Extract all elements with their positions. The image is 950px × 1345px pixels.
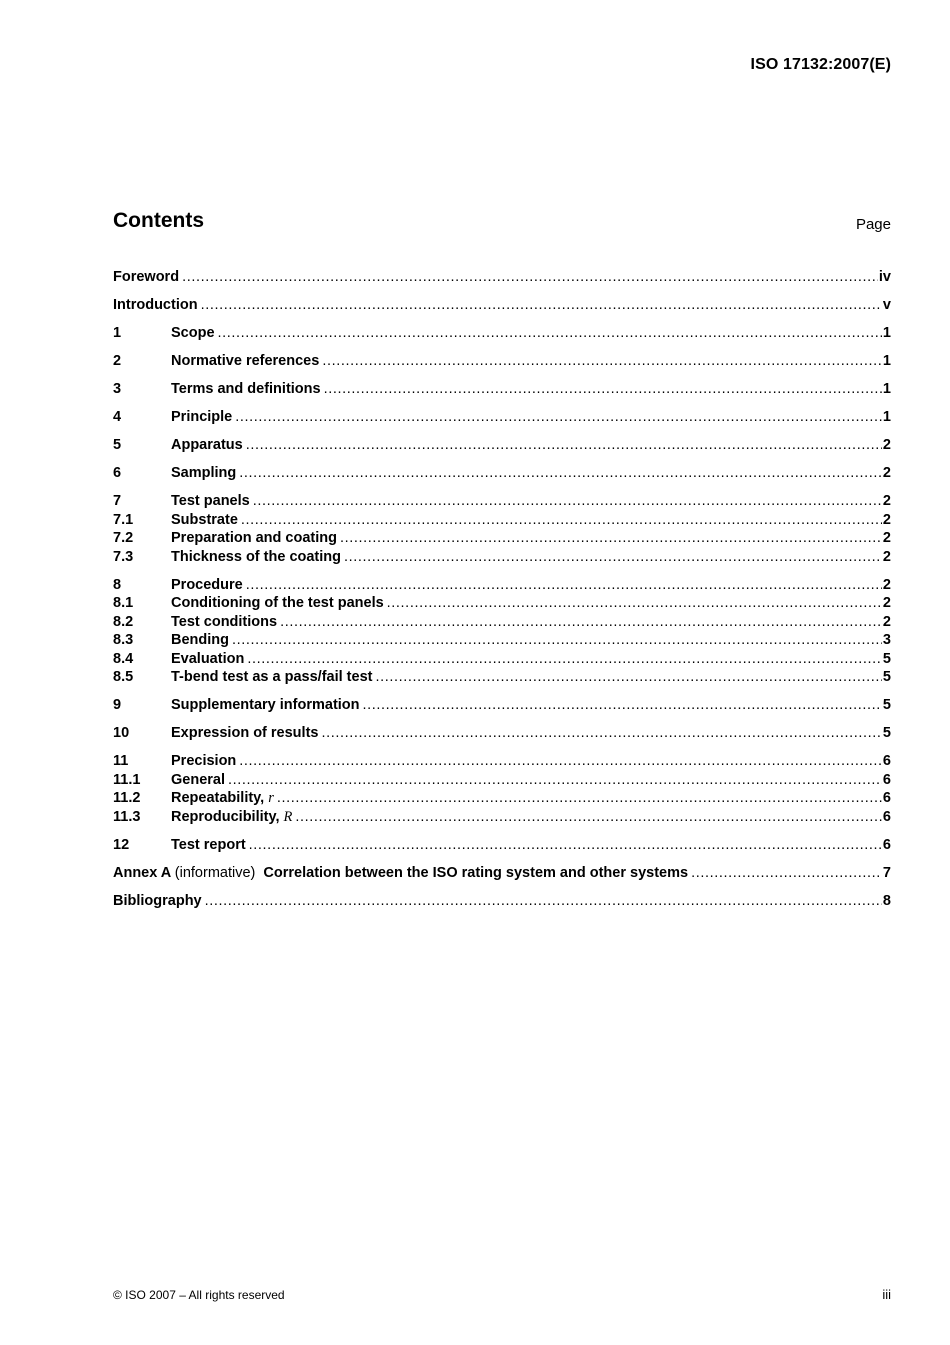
toc-entry-title: Apparatus bbox=[171, 437, 243, 453]
toc-entry-page: 5 bbox=[882, 650, 891, 667]
page-column-label: Page bbox=[855, 216, 891, 233]
toc-entry-page: 7 bbox=[882, 864, 891, 881]
toc-entry-number: 7.2 bbox=[113, 530, 134, 546]
toc-entry-page: 2 bbox=[882, 530, 891, 546]
toc-entry-number: 11 bbox=[113, 753, 129, 769]
toc-entry-title: Normative references bbox=[171, 353, 320, 369]
toc-entry-page: 2 bbox=[882, 595, 891, 611]
toc-entry-bibliography[interactable] bbox=[113, 892, 891, 911]
toc-entry-8-5[interactable] bbox=[113, 668, 891, 687]
toc-leader-dots bbox=[246, 436, 882, 455]
toc-entry-8-4[interactable] bbox=[113, 650, 891, 669]
toc-entry-4[interactable] bbox=[113, 408, 891, 427]
toc-entry-title: T-bend test as a pass/fail test bbox=[171, 669, 373, 685]
toc-entry-number: 8.1 bbox=[113, 595, 134, 611]
toc-leader-dots bbox=[218, 324, 882, 343]
toc-entry-number: 11.3 bbox=[113, 808, 141, 825]
toc-leader-dots bbox=[246, 576, 882, 595]
toc-entry-number: 6 bbox=[113, 465, 122, 481]
toc-leader-dots bbox=[344, 548, 882, 567]
toc-entry-7[interactable] bbox=[113, 492, 891, 511]
toc-entry-number: 2 bbox=[113, 353, 122, 369]
toc-entry-page: 6 bbox=[882, 753, 891, 769]
toc-entry-number: 8.4 bbox=[113, 650, 134, 667]
toc-entry-page: 5 bbox=[882, 725, 891, 741]
toc-entry-symbol: r bbox=[268, 790, 274, 806]
toc-entry-number: 10 bbox=[113, 725, 130, 741]
toc-entry-symbol: R bbox=[283, 808, 293, 825]
toc-entry-number: 7.1 bbox=[113, 511, 134, 528]
toc-entry-title: Procedure bbox=[171, 576, 243, 593]
toc-entry-number: 3 bbox=[113, 381, 122, 397]
toc-entry-1[interactable] bbox=[113, 324, 891, 343]
toc-entry-page: 8 bbox=[882, 892, 891, 909]
toc-leader-dots bbox=[249, 836, 882, 855]
toc-entry-title: Evaluation bbox=[171, 650, 245, 667]
toc-entry-title: Bending bbox=[171, 632, 229, 648]
toc-entry-number: 1 bbox=[113, 325, 122, 341]
toc-leader-dots bbox=[239, 752, 882, 771]
annex-subtitle: Correlation between the ISO rating system and other systems bbox=[263, 864, 689, 881]
toc-entry-page: 6 bbox=[882, 836, 891, 853]
toc-entry-11-2[interactable] bbox=[113, 789, 891, 808]
toc-entry-11-3[interactable] bbox=[113, 808, 891, 827]
toc-leader-dots bbox=[691, 864, 882, 883]
toc-entry-6[interactable] bbox=[113, 464, 891, 483]
toc-entry-title: Supplementary information bbox=[171, 697, 360, 713]
toc-entry-title: Sampling bbox=[171, 465, 237, 481]
toc-entry-title: Precision bbox=[171, 753, 237, 769]
toc-entry-page: 2 bbox=[882, 613, 891, 630]
toc-leader-dots bbox=[232, 631, 882, 650]
footer-copyright: © ISO 2007 – All rights reserved bbox=[113, 1288, 285, 1302]
toc-entry-page: v bbox=[882, 297, 891, 313]
toc-entry-introduction[interactable] bbox=[113, 296, 891, 315]
toc-entry-number: 9 bbox=[113, 697, 122, 713]
toc-entry-8[interactable] bbox=[113, 576, 891, 595]
toc-entry-11-1[interactable] bbox=[113, 771, 891, 790]
toc-entry-8-3[interactable] bbox=[113, 631, 891, 650]
toc-entry-number: 11.1 bbox=[113, 771, 141, 788]
toc-leader-dots bbox=[277, 789, 882, 808]
toc-entry-title bbox=[171, 808, 292, 827]
toc-entry-number: 8.5 bbox=[113, 669, 134, 685]
toc-entry-3[interactable] bbox=[113, 380, 891, 399]
toc-entry-page: 1 bbox=[882, 353, 891, 369]
toc-entry-title: Substrate bbox=[171, 511, 238, 528]
toc-entry-12[interactable] bbox=[113, 836, 891, 855]
toc-entry-number: 12 bbox=[113, 836, 130, 853]
table-of-contents bbox=[113, 268, 891, 910]
toc-entry-title-text: Reproducibility, bbox=[171, 808, 280, 825]
toc-leader-dots bbox=[295, 808, 882, 827]
toc-entry-page: 2 bbox=[882, 548, 891, 565]
toc-entry-page: 2 bbox=[882, 465, 891, 481]
toc-entry-title bbox=[113, 864, 688, 883]
toc-leader-dots bbox=[205, 892, 882, 911]
toc-leader-dots bbox=[387, 594, 882, 613]
annex-label: Annex A bbox=[113, 864, 171, 881]
toc-entry-7-2[interactable] bbox=[113, 529, 891, 548]
toc-entry-page: 1 bbox=[882, 381, 891, 397]
toc-leader-dots bbox=[363, 696, 882, 715]
toc-leader-dots bbox=[340, 529, 882, 548]
toc-leader-dots bbox=[375, 668, 881, 687]
toc-entry-title: Introduction bbox=[113, 297, 198, 313]
toc-leader-dots bbox=[239, 464, 882, 483]
toc-entry-number: 11.2 bbox=[113, 790, 141, 806]
toc-entry-annex-a[interactable] bbox=[113, 864, 891, 883]
toc-entry-page: 1 bbox=[882, 325, 891, 341]
toc-entry-title: Test panels bbox=[171, 493, 250, 509]
toc-entry-title: Expression of results bbox=[171, 725, 319, 741]
toc-leader-dots bbox=[280, 613, 882, 632]
toc-entry-title: Conditioning of the test panels bbox=[171, 595, 384, 611]
annex-qualifier: (informative) bbox=[174, 864, 256, 881]
toc-entry-page: 6 bbox=[882, 771, 891, 788]
toc-entry-8-1[interactable] bbox=[113, 594, 891, 613]
toc-leader-dots bbox=[324, 380, 882, 399]
toc-entry-page: 5 bbox=[882, 697, 891, 713]
toc-entry-title-text: Repeatability, bbox=[171, 790, 265, 806]
toc-entry-page: 2 bbox=[882, 493, 891, 509]
toc-entry-foreword[interactable] bbox=[113, 268, 891, 287]
toc-leader-dots bbox=[322, 352, 882, 371]
toc-entry-7-3[interactable] bbox=[113, 548, 891, 567]
toc-entry-number: 7.3 bbox=[113, 548, 134, 565]
toc-entry-title: Test report bbox=[171, 836, 246, 853]
toc-leader-dots bbox=[235, 408, 882, 427]
toc-entry-page: 1 bbox=[882, 409, 891, 425]
toc-entry-title: Preparation and coating bbox=[171, 530, 337, 546]
toc-leader-dots bbox=[228, 771, 882, 790]
toc-entry-title: Bibliography bbox=[113, 892, 202, 909]
toc-entry-page: 6 bbox=[882, 790, 891, 806]
toc-leader-dots bbox=[321, 724, 881, 743]
toc-entry-title: Principle bbox=[171, 409, 233, 425]
toc-entry-title: Test conditions bbox=[171, 613, 278, 630]
toc-entry-8-2[interactable] bbox=[113, 613, 891, 632]
toc-entry-number: 8 bbox=[113, 576, 122, 593]
toc-entry-title: Foreword bbox=[113, 269, 180, 285]
toc-leader-dots bbox=[241, 511, 882, 530]
toc-entry-title: Scope bbox=[171, 325, 215, 341]
toc-leader-dots bbox=[253, 492, 882, 511]
toc-entry-title: Thickness of the coating bbox=[171, 548, 341, 565]
toc-entry-page: 2 bbox=[882, 511, 891, 528]
toc-entry-title bbox=[171, 789, 274, 808]
toc-entry-number: 5 bbox=[113, 437, 122, 453]
contents-title: Contents bbox=[113, 209, 204, 232]
toc-entry-2[interactable] bbox=[113, 352, 891, 371]
standard-id: ISO 17132:2007(E) bbox=[750, 56, 891, 73]
toc-entry-title: Terms and definitions bbox=[171, 381, 321, 397]
toc-leader-dots bbox=[182, 268, 878, 287]
toc-entry-10[interactable] bbox=[113, 724, 891, 743]
toc-entry-9[interactable] bbox=[113, 696, 891, 715]
toc-entry-11[interactable] bbox=[113, 752, 891, 771]
toc-entry-page: 6 bbox=[882, 808, 891, 825]
toc-leader-dots bbox=[201, 296, 882, 315]
toc-entry-5[interactable] bbox=[113, 436, 891, 455]
toc-entry-number: 7 bbox=[113, 493, 122, 509]
toc-entry-page: 2 bbox=[882, 576, 891, 593]
toc-entry-7-1[interactable] bbox=[113, 511, 891, 530]
toc-entry-number: 8.2 bbox=[113, 613, 134, 630]
toc-entry-page: iv bbox=[878, 269, 891, 285]
toc-entry-title: General bbox=[171, 771, 225, 788]
toc-entry-page: 5 bbox=[882, 669, 891, 685]
footer-page-number: iii bbox=[882, 1287, 891, 1302]
toc-entry-number: 4 bbox=[113, 409, 122, 425]
toc-entry-number: 8.3 bbox=[113, 632, 134, 648]
toc-entry-page: 2 bbox=[882, 437, 891, 453]
toc-entry-page: 3 bbox=[882, 632, 891, 648]
toc-leader-dots bbox=[247, 650, 882, 669]
